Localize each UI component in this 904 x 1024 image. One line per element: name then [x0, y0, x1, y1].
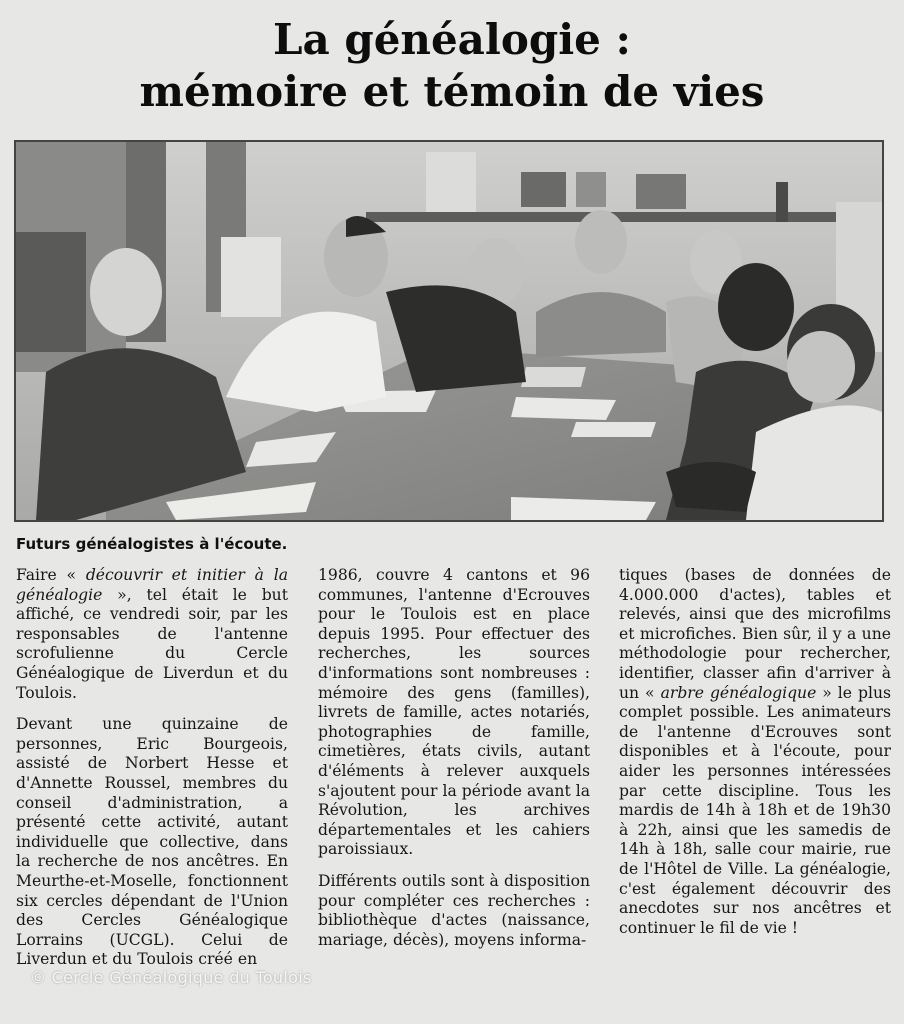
- article-paragraph: [16, 715, 288, 970]
- article-text: 1986, couvre 4 cantons et 96 communes, l'antenne d'Ecrouves pour le Toulois est en place depuis 1995. Pour effectuer des recherches, les sources d'informations sont nombreuses : mémoire des gens (familles), livrets de famille, actes notariés, photographies de famille, cimetières, états civils, autant d'éléments à relever auxquels s'ajoutent pour la période avant la Révolution, les archives départementales et les cahiers paroissiaux.: [318, 566, 590, 859]
- article-paragraph: [619, 566, 891, 938]
- italic-phrase: découvrir et initier à la généalogie: [16, 566, 288, 604]
- article-headline: [0, 14, 904, 118]
- headline-line-1: La généalogie :: [272, 15, 632, 64]
- article-text: tiques (bases de données de 4.000.000 d'actes), tables et relevés, ainsi que des microfilms et microfiches. Bien sûr, il y a une méthodologie pour rechercher, identifier, classer afin d'arriver à un «: [619, 566, 891, 702]
- meeting-photo-illustration: [16, 142, 882, 520]
- article-paragraph: [318, 566, 590, 860]
- article-text: », tel était le but affiché, ce vendredi soir, par les responsables de l'antenne scrofulienne du Cercle Généalogique de Liverdun et du Toulois.: [16, 585, 288, 702]
- photo-caption: Futurs généalogistes à l'écoute.: [16, 535, 288, 553]
- article-text: Devant une quinzaine de personnes, Eric Bourgeois, assisté de Norbert Hesse et d'Annette Roussel, membres du conseil d'administration, a présenté cette activité, autant individuelle que collective, dans la recherche de nos ancêtres. En Meurthe-et-Moselle, fonctionnent six cercles dépendant de l'Union des Cercles Généalogique Lorrains (UCGL). Celui de Liverdun et du Toulois créé en: [16, 715, 288, 969]
- article-paragraph: [318, 872, 590, 950]
- article-column-3: [619, 566, 891, 950]
- article-column-2: [318, 566, 590, 962]
- copyright-watermark: © Cercle Généalogique du Toulois: [30, 968, 312, 987]
- article-paragraph: [16, 566, 288, 703]
- headline-line-2: mémoire et témoin de vies: [139, 67, 765, 116]
- article-text: Faire «: [16, 566, 86, 584]
- article-text: » le plus complet possible. Les animateurs de l'antenne d'Ecrouves sont disponibles et à l'écoute, pour aider les personnes intéressées par cette discipline. Tous les mardis de 14h à 18h et de 19h30 à 22h, ainsi que les samedis de 14h à 18h, salle cour mairie, rue de l'Hôtel de Ville. La généalogie, c'est également découvrir des anecdotes sur nos ancêtres et continuer le fil de vie !: [619, 683, 891, 937]
- article-photo: [14, 140, 884, 522]
- article-text: Différents outils sont à disposition pour compléter ces recherches : bibliothèque d'actes (naissance, mariage, décès), moyens informa-: [318, 871, 590, 949]
- italic-phrase: arbre généalogique: [660, 683, 817, 702]
- article-column-1: [16, 566, 288, 982]
